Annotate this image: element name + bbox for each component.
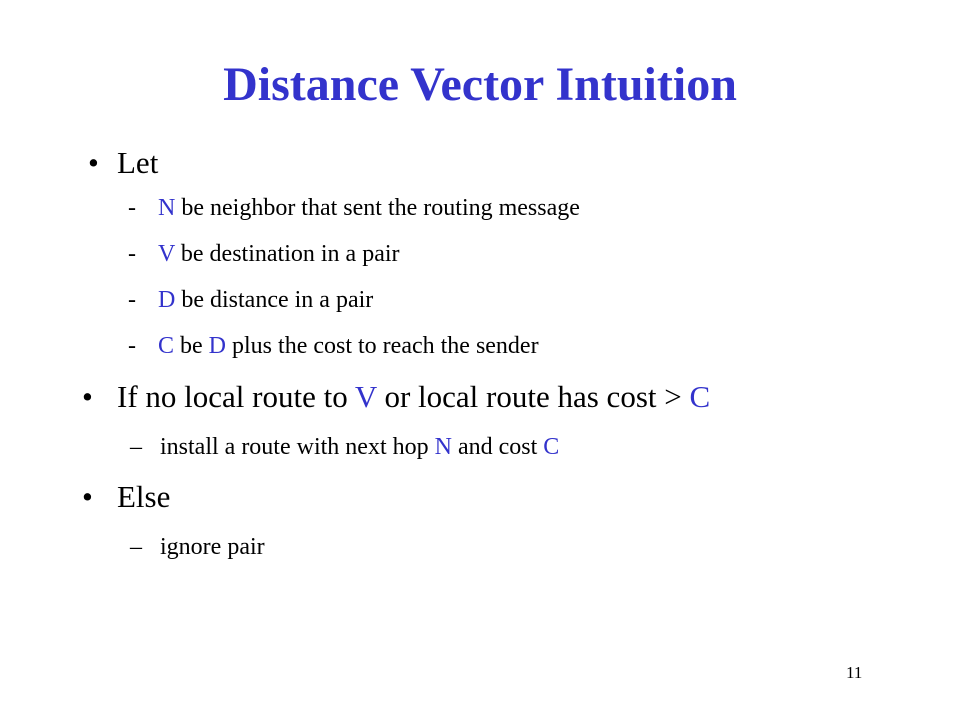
bullet-else: Else <box>117 479 171 514</box>
variable-n: N <box>158 195 176 221</box>
variable-v: V <box>158 241 175 267</box>
bullet-marker: • <box>82 379 93 414</box>
bullet-if-no-local-route <box>117 379 710 415</box>
variable-d: D <box>208 333 227 359</box>
sub-bullet-marker: – <box>130 534 142 560</box>
variable-d: D <box>158 287 176 313</box>
sub-bullet-marker: - <box>128 287 136 313</box>
sub-bullet-text: install a route with next hop <box>160 434 435 460</box>
bullet-let: Let <box>117 145 159 180</box>
bullet-marker: • <box>82 479 93 514</box>
variable-c: C <box>158 333 175 359</box>
bullet-text: If no local route to <box>117 379 355 414</box>
sub-bullet-marker: - <box>128 333 136 359</box>
variable-n: N <box>434 434 452 460</box>
sub-bullet-text: be destination in a pair <box>174 241 400 267</box>
sub-bullet-text: and cost <box>451 434 544 460</box>
sub-bullet-marker: - <box>128 241 136 267</box>
variable-c: C <box>543 434 560 460</box>
bullet-marker: • <box>88 145 99 180</box>
page-number: 11 <box>846 663 863 682</box>
sub-bullet-text: be neighbor that sent the routing message <box>175 195 580 221</box>
sub-bullet-c <box>158 331 539 361</box>
sub-bullet-v <box>158 239 400 269</box>
sub-bullet-text: be distance in a pair <box>175 287 374 313</box>
sub-bullet-marker: – <box>130 434 142 460</box>
bullet-text: or local route has cost > <box>376 379 690 414</box>
sub-bullet-install-route <box>160 432 559 462</box>
sub-bullet-n <box>158 193 580 223</box>
variable-c: C <box>689 379 711 414</box>
sub-bullet-text: be <box>174 333 209 359</box>
sub-bullet-ignore-pair: ignore pair <box>160 534 265 560</box>
slide-title: Distance Vector Intuition <box>223 58 737 111</box>
sub-bullet-d <box>158 285 373 315</box>
variable-v: V <box>354 379 377 414</box>
sub-bullet-text: plus the cost to reach the sender <box>226 333 539 359</box>
sub-bullet-marker: - <box>128 195 136 221</box>
